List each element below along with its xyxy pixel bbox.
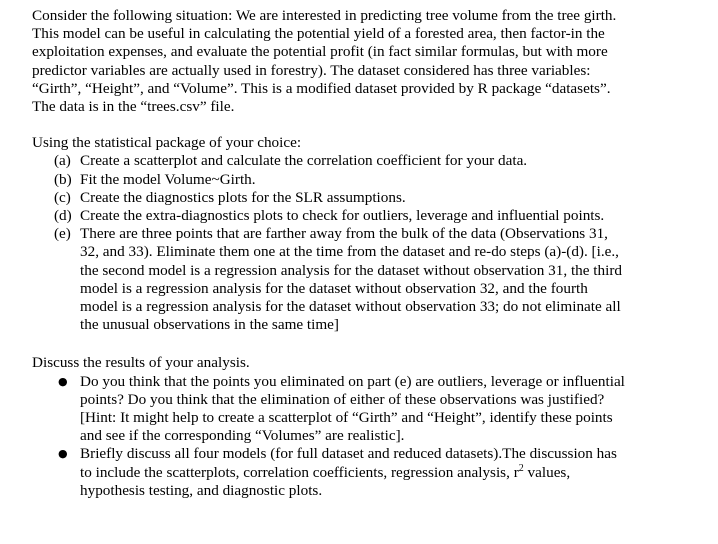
discussion-section [32,354,712,500]
step-a [32,152,712,170]
bullet-line: hypothesis testing, and diagnostic plots. [80,481,323,499]
r-squared-superscript: 2 [518,462,524,474]
steps-list [32,152,712,334]
step-e [32,225,712,334]
instructions-lead: Using the statistical package of your choice: [32,134,302,152]
bullet-dot-icon: ● [58,374,68,388]
intro-line: exploitation expenses, and evaluate the potential profit (in fact similar formulas, but with more [32,43,608,61]
intro-line: “Girth”, “Height”, and “Volume”. This is a modified dataset provided by R package “datasets”. [32,79,611,97]
step-line: Fit the model Volume~Girth. [80,170,256,188]
intro-line: The data is in the “trees.csv” file. [32,98,235,116]
paragraph-gap [32,116,712,134]
line-text: to include the scatterplots, correlation coefficients, regression analysis, r [80,463,519,481]
step-c [32,189,712,207]
bullet-line: Do you think that the points you eliminated on part (e) are outliers, leverage or influential [80,372,625,390]
document-body [32,7,712,500]
intro-line: predictor variables are actually used in forestry). The dataset considered has three variables: [32,61,591,79]
step-marker: (b) [54,170,72,188]
paragraph-gap [32,334,712,354]
step-line: Create a scatterplot and calculate the correlation coefficient for your data. [80,152,528,170]
bullet-dot-icon: ● [58,447,68,461]
step-marker: (d) [54,207,72,225]
step-line: There are three points that are farther away from the bulk of the data (Observations 31, [80,225,608,243]
step-b [32,171,712,189]
intro-paragraph [32,7,712,116]
step-line: Create the extra-diagnostics plots to check for outliers, leverage and influential points. [80,207,605,225]
step-d [32,207,712,225]
discussion-lead: Discuss the results of your analysis. [32,354,250,372]
step-line: model is a regression analysis for the dataset without observation 33; do not eliminate all [80,298,621,316]
bullet-item [32,373,712,446]
step-marker: (e) [54,225,71,243]
discussion-bullets [32,373,712,500]
line-text: values, [523,463,571,481]
step-line: 32, and 33). Eliminate them one at the time from the dataset and re-do steps (a)-(d). [i.e., [80,243,619,261]
bullet-line-with-superscript [80,464,712,482]
step-line: the second model is a regression analysis for the dataset without observation 31, the third [80,261,622,279]
step-line: model is a regression analysis for the dataset without observation 32, and the fourth [80,279,588,297]
bullet-line: points? Do you think that the elimination of either of these observations was justified? [80,390,605,408]
bullet-line: and see if the corresponding “Volumes” are realistic]. [80,427,405,445]
bullet-line: Briefly discuss all four models (for full dataset and reduced datasets).The discussion has [80,445,617,463]
step-marker: (c) [54,188,71,206]
intro-line: This model can be useful in calculating the potential yield of a forested area, then factor-in the [32,25,605,43]
bullet-item [32,445,712,500]
step-line: Create the diagnostics plots for the SLR assumptions. [80,188,406,206]
instructions-section [32,134,712,334]
step-marker: (a) [54,152,71,170]
bullet-line: [Hint: It might help to create a scatterplot of “Girth” and “Height”, identify these points [80,409,613,427]
step-line: the unusual observations in the same time] [80,316,339,334]
intro-line: Consider the following situation: We are interested in predicting tree volume from the tree girth. [32,7,617,24]
